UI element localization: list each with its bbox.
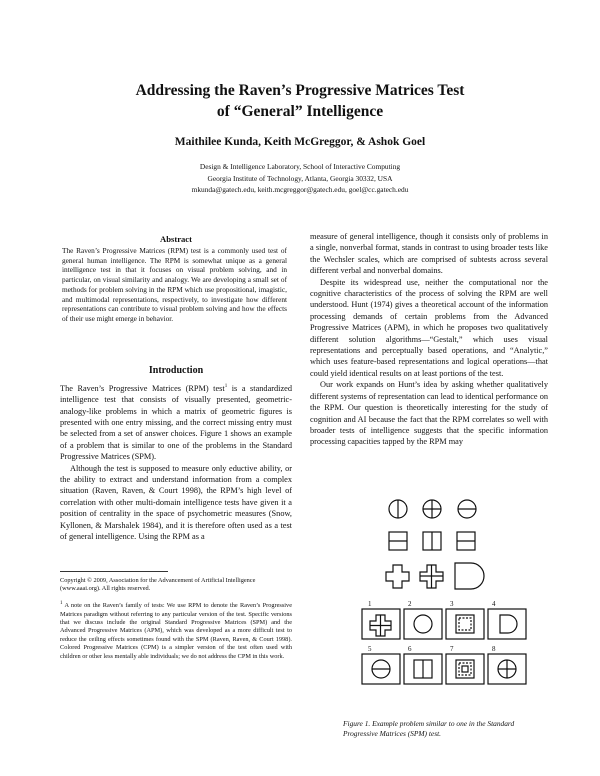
affiliation: [60, 161, 540, 196]
matrix-cell-3: [458, 500, 476, 518]
answer-box-2[interactable]: [404, 609, 442, 639]
answer-choice-1-shape: [370, 615, 391, 636]
answer-label-5: 5: [368, 645, 372, 653]
authors: Maithilee Kunda, Keith McGreggor, & Ashok Goel: [174, 136, 426, 148]
paper-title: [60, 80, 540, 122]
answer-choice-5-shape: [372, 660, 390, 678]
figure-caption: Figure 1. Example problem similar to one in the Standard Progressive Matrices (SPM) test.: [343, 719, 515, 738]
answer-box-3[interactable]: [446, 609, 484, 639]
answer-label-3: 3: [450, 600, 454, 608]
answer-choice-4-shape: [500, 615, 517, 633]
answer-label-1: 1: [368, 600, 372, 608]
matrix-cell-1: [389, 500, 407, 518]
abstract-text: The Raven’s Progressive Matrices (RPM) test is a commonly used test of general human intelligence. The RPM is somewhat unique as a general intelligence test in that it focuses on visual problem solving, and in particular, on visual similarity and analogy. We are developing a small set of methods for problem solving in the RPM which use propositional, imagistic, and multimodal representations, respectively, to investigate how different representations can contribute to visual problem solving and how the effects of their use might emerge in behavior.: [62, 246, 287, 323]
answer-label-6: 6: [408, 645, 412, 653]
title-line-1: Addressing the Raven’s Progressive Matrices Test: [135, 82, 465, 99]
copyright-notice: Copyright © 2009, Association for the Advancement of Artificial Intelligence (www.aaai.org). All rights reserved.: [60, 577, 256, 593]
matrix-missing-cell: [455, 563, 484, 589]
introduction-heading: Introduction: [148, 365, 204, 376]
right-column-text: [310, 231, 548, 448]
footnote-text: A note on the Raven’s family of tests: We use RPM to denote the Raven’s Progressive Matrices paradigm without referring to any particular version of the test. Specific versions that we discuss include the original Standard Progressive Matrices (SPM) and the Advanced Progressive Matrices (APM), which was developed as a more difficult test to reduce the ceiling effects sometimes found with the SPM (Raven, Raven, & Court 1998). Colored Progressive Matrices (CPM) is a simpler version of the test often used with children or other less mentally able individuals; we do not address the CPM in this work.: [60, 602, 292, 660]
matrix-cell-7: [386, 565, 409, 588]
right-paragraph-2: Despite its widespread use, neither the computational nor the cognitive characteristics of the process of solving the RPM are well understood. Hunt (1974) gives a theoretical account of the information processing demands of certain problems from the Advanced Progressive Matrices (APM), in which he proposes two qualitatively different solution algorithms—“Gestalt,” which uses visual representations and perceptually based operations, and “Analytic,” which uses feature-based representations and logical operations—that could yield identical results on at least portions of the test.: [310, 277, 548, 378]
answer-box-7[interactable]: [446, 654, 484, 684]
intro-p1-rest: is a standardized intelligence test that consists of visually presented, geometric-analogy-like problems in which a matrix of geometric figures is presented with one entry missing, and the correct missing entry must be selected from a set of answer choices. Figure 1 shows an example of a problem that is similar to one of the problems in the Standard Progressive Matrices (SPM).: [60, 383, 292, 462]
footnote-marker: 1: [224, 384, 228, 389]
answer-choice-2-shape: [414, 615, 432, 633]
matrix-cell-2: [423, 500, 441, 518]
answer-choice-3-shape: [456, 615, 474, 633]
right-paragraph-1: measure of general intelligence, though it consists only of problems in a single, nonverbal format, stands in contrast to using broader tests like the Wechsler scales, which are comprised of subtests across several different verbal and nonverbal domains.: [310, 232, 548, 276]
matrix-cell-5: [423, 532, 441, 550]
footnote-divider: [60, 571, 168, 572]
intro-paragraph-1: [60, 381, 292, 463]
intro-paragraph-2: Although the test is supposed to measure only eductive ability, or the ability to extract and understand information from a complex situation (Raven, Raven, & Court 1998), the RPM’s high level of correlation with other multi-domain intelligence tests have given it a position of centrality in the space of psychometric measures (Snow, Kyllonen, & Marshalek 1984), and it is therefore often used as a test of general intelligence. Using the RPM as a: [60, 463, 292, 542]
matrix-cell-8: [420, 565, 443, 588]
figure-1-rpm-problem: [360, 495, 550, 705]
right-paragraph-3: Our work expands on Hunt’s idea by asking whether qualitatively different systems of representation can lead to identical performance on the RPM. Our question is theoretically interesting for the study of cognition and AI because the fact that the RPM correlates so well with broader tests of intelligence suggests that the specific information processing capacities tapped by the RPM may: [310, 380, 548, 447]
footnote-number: 1: [60, 601, 63, 606]
introduction-text: [60, 381, 292, 542]
title-line-2: of “General” Intelligence: [216, 103, 384, 120]
answer-label-8: 8: [492, 645, 496, 653]
intro-p1-start: The Raven’s Progressive Matrices (RPM) test: [60, 383, 225, 393]
affiliation-emails: mkunda@gatech.edu, keith.mcgreggor@gatech.edu, goel@cc.gatech.edu: [191, 185, 409, 194]
answer-box-4[interactable]: [488, 609, 526, 639]
answer-label-7: 7: [450, 645, 454, 653]
abstract-heading: Abstract: [160, 234, 192, 244]
affiliation-lab: Design & Intelligence Laboratory, School of Interactive Computing: [199, 162, 401, 171]
rpm-figure-graphic: [360, 495, 550, 705]
affiliation-institute: Georgia Institute of Technology, Atlanta, Georgia 30332, USA: [207, 173, 393, 183]
answer-label-2: 2: [408, 600, 412, 608]
answer-choice-7-shape: [456, 660, 474, 678]
footnote: [60, 600, 292, 661]
answer-choice-8-shape: [498, 660, 516, 678]
matrix-cell-4: [389, 532, 407, 550]
answer-label-4: 4: [492, 600, 496, 608]
answer-choice-6-shape: [414, 660, 432, 678]
matrix-cell-6: [457, 532, 475, 550]
